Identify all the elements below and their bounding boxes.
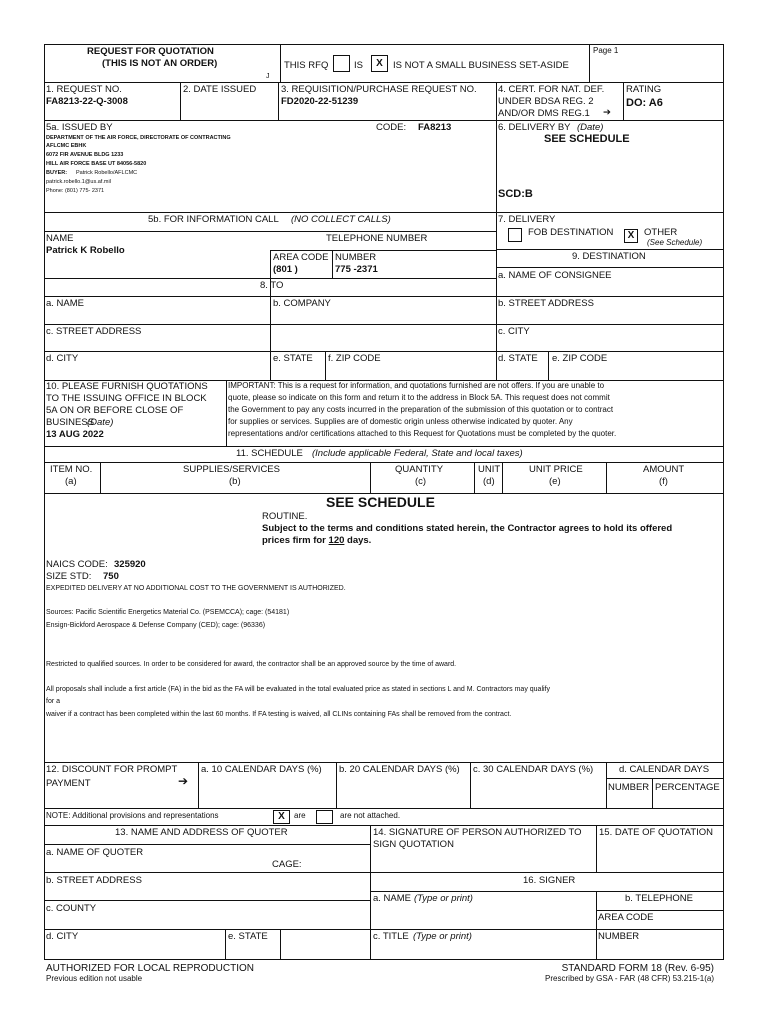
contact-name-label: NAME <box>46 233 74 244</box>
sources-line1: Sources: Pacific Scientific Energetics Material Co. (PSEMCCA); cage: (54181) <box>46 609 290 616</box>
page-number: Page 1 <box>593 46 619 55</box>
quoter-name-label: a. NAME OF QUOTER <box>46 847 144 858</box>
proposals-line2: for a <box>46 698 61 705</box>
signer-name-label: a. NAME <box>373 893 412 904</box>
issued-code: FA8213 <box>418 122 452 133</box>
rating-value: DO: A6 <box>626 97 663 109</box>
arrow-right-icon: ➔ <box>603 107 611 118</box>
signature-label-1: 14. SIGNATURE OF PERSON AUTHORIZED TO <box>373 827 582 838</box>
signer-name-note: (Type or print) <box>414 893 473 904</box>
cert-label-3: AND/OR DMS REG.1 <box>498 108 590 119</box>
col-item-header: ITEM NO. <box>50 464 93 475</box>
delivery-by-value: SEE SCHEDULE <box>544 133 630 145</box>
other-label: OTHER <box>644 227 678 238</box>
issued-address-line2: AFLCMC EBHK <box>46 143 87 149</box>
furnish-date: 13 AUG 2022 <box>46 429 104 440</box>
delivery-by-note: (Date) <box>577 122 604 133</box>
col-qty-sub: (c) <box>415 476 427 487</box>
purchase-request-label: 3. REQUISITION/PURCHASE REQUEST NO. <box>281 84 477 95</box>
contact-name: Patrick K Robello <box>46 245 125 256</box>
signer-number-label: NUMBER <box>598 931 640 942</box>
signer-title-label: c. TITLE <box>373 931 409 942</box>
dest-state-label: d. STATE <box>498 353 538 364</box>
quoter-label: 13. NAME AND ADDRESS OF QUOTER <box>115 827 288 838</box>
rfq-is-not-checkbox[interactable]: X <box>371 55 388 72</box>
consignee-label: a. NAME OF CONSIGNEE <box>498 270 612 281</box>
important-line5: representations and/or certifications attached to this Request for Quotations must be completed by the quoter. <box>228 429 617 438</box>
naics-label: NAICS CODE: <box>46 559 108 570</box>
j-mark: J <box>266 73 270 80</box>
provisions-attached-checkbox[interactable]: X <box>273 810 290 824</box>
furnish-line2: TO THE ISSUING OFFICE IN BLOCK <box>46 393 207 404</box>
rating-label: RATING <box>626 84 662 95</box>
important-line2: quote, please so indicate on this form and return it to the address in Block 5A. This request does not commit <box>228 393 610 402</box>
provisions-not-attached-checkbox[interactable] <box>316 810 333 824</box>
schedule-note: (Include applicable Federal, State and local taxes) <box>312 448 523 459</box>
col-item-sub: (a) <box>65 476 77 487</box>
cert-label-1: 4. CERT. FOR NAT. DEF. <box>498 84 605 95</box>
signer-area-code-label: AREA CODE <box>598 912 654 923</box>
signer-title-note: (Type or print) <box>413 931 472 942</box>
note-text: NOTE: Additional provisions and representations <box>46 811 219 820</box>
form-subtitle: (THIS IS NOT AN ORDER) <box>102 58 218 69</box>
to-company-label: b. COMPANY <box>273 298 331 309</box>
note-not-attached: are not attached. <box>340 811 401 820</box>
footer-authorized: AUTHORIZED FOR LOCAL REPRODUCTION <box>46 963 254 974</box>
to-name-label: a. NAME <box>46 298 85 309</box>
sources-line2: Ensign-Bickford Aerospace & Defense Company (CED); cage: (96336) <box>46 622 266 629</box>
terms-line1: Subject to the terms and conditions stated herein, the Contractor agrees to hold its offered <box>262 523 673 534</box>
rfq-is-checkbox[interactable] <box>333 55 350 72</box>
cage-label: CAGE: <box>272 859 302 870</box>
to-zip-label: f. ZIP CODE <box>328 353 381 364</box>
signer-label: 16. SIGNER <box>523 875 576 886</box>
purchase-request-no: FD2020-22-51239 <box>281 96 359 107</box>
set-aside-label: IS NOT A SMALL BUSINESS SET-ASIDE <box>393 60 569 71</box>
other-checkbox[interactable]: X <box>624 229 638 243</box>
col-qty-header: QUANTITY <box>395 464 444 475</box>
buyer-phone: Phone: (801) 775- 2371 <box>46 188 105 194</box>
buyer-label: BUYER: <box>46 170 68 176</box>
to-street-label: c. STREET ADDRESS <box>46 326 142 337</box>
col-amount-header: AMOUNT <box>643 464 685 475</box>
destination-label: 9. DESTINATION <box>572 251 646 262</box>
issued-code-label: CODE: <box>376 122 407 133</box>
discount-calendar-days: d. CALENDAR DAYS <box>619 764 710 775</box>
signer-phone-label: b. TELEPHONE <box>625 893 693 904</box>
discount-10-days: a. 10 CALENDAR DAYS (%) <box>201 764 322 775</box>
footer-prescribed: Prescribed by GSA - FAR (48 CFR) 53.215-1(a) <box>545 974 714 983</box>
arrow-right-icon: ➔ <box>178 774 189 788</box>
discount-percentage-label: PERCENTAGE <box>655 782 720 793</box>
request-no: FA8213-22-Q-3008 <box>46 96 128 107</box>
col-supplies-sub: (b) <box>229 476 241 487</box>
buyer-email: patrick.robello.1@us.af.mil <box>46 179 111 185</box>
restricted-text: Restricted to qualified sources. In order to be considered for award, the contractor shall be an approved source by the time of award. <box>46 661 457 668</box>
delivery-by-label: 6. DELIVERY BY <box>498 122 571 133</box>
to-city-label: d. CITY <box>46 353 79 364</box>
delivery-label: 7. DELIVERY <box>498 214 556 225</box>
furnish-line4: BUSINESS <box>46 417 95 428</box>
fob-destination-label: FOB DESTINATION <box>528 227 614 238</box>
size-std: 750 <box>103 571 119 582</box>
rfq-is-label: IS <box>354 60 363 71</box>
area-code-label: AREA CODE <box>273 252 329 263</box>
proposals-line3: waiver if a contract has been completed within the last 60 months. If FA testing is waived, all CLINs containing FAs shall be removed from the contract. <box>46 711 512 718</box>
discount-label-2: PAYMENT <box>46 778 91 789</box>
note-are: are <box>294 811 306 820</box>
furnish-line1: 10. PLEASE FURNISH QUOTATIONS <box>46 381 208 392</box>
cert-label-2: UNDER BDSA REG. 2 <box>498 96 594 107</box>
issued-address-line1: DEPARTMENT OF THE AIR FORCE, DIRECTORATE OF CONTRACTING <box>46 135 231 141</box>
dest-street-label: b. STREET ADDRESS <box>498 298 594 309</box>
fob-destination-checkbox[interactable] <box>508 228 522 242</box>
phone-number: 775 -2371 <box>335 264 378 275</box>
telephone-label: TELEPHONE NUMBER <box>326 233 428 244</box>
quoter-city-label: d. CITY <box>46 931 79 942</box>
discount-20-days: b. 20 CALENDAR DAYS (%) <box>339 764 460 775</box>
col-supplies-header: SUPPLIES/SERVICES <box>183 464 280 475</box>
footer-previous-edition: Previous edition not usable <box>46 974 143 983</box>
request-no-label: 1. REQUEST NO. <box>46 84 122 95</box>
important-line1: IMPORTANT: This is a request for information, and quotations furnished are not offers. If you are unable to <box>228 381 605 390</box>
info-call-note: (NO COLLECT CALLS) <box>291 214 391 225</box>
naics-code: 325920 <box>114 559 146 570</box>
col-unit-header: UNIT <box>478 464 501 475</box>
proposals-line1: All proposals shall include a first article (FA) in the bid as the FA will be evaluated in the total evaluated price as stated in sections L and M. Contractors may qualify <box>46 686 550 693</box>
dest-city-label: c. CITY <box>498 326 530 337</box>
to-state-label: e. STATE <box>273 353 313 364</box>
routine-text: ROUTINE. <box>262 511 308 522</box>
other-note: (See Schedule) <box>647 238 703 247</box>
issued-by-label: 5a. ISSUED BY <box>46 122 113 133</box>
quoter-state-label: e. STATE <box>228 931 268 942</box>
area-code: (801 ) <box>273 264 298 275</box>
quoter-county-label: c. COUNTY <box>46 903 97 914</box>
important-line4: for supplies or services. Supplies are of domestic origin unless otherwise indicated by quoter. Any <box>228 417 573 426</box>
discount-label-1: 12. DISCOUNT FOR PROMPT <box>46 764 178 775</box>
discount-number-label: NUMBER <box>608 782 650 793</box>
see-schedule-heading: SEE SCHEDULE <box>326 494 435 510</box>
scd-value: SCD:B <box>498 188 533 200</box>
col-price-header: UNIT PRICE <box>529 464 583 475</box>
important-line3: the Government to pay any costs incurred in the preparation of the submission of this quotation or to contract <box>228 405 614 414</box>
hold-days: 120 <box>328 535 345 546</box>
col-unit-sub: (d) <box>483 476 495 487</box>
to-label: 8. TO <box>260 280 284 291</box>
footer-form-number: STANDARD FORM 18 (Rev. 6-95) <box>561 963 714 974</box>
form-title: REQUEST FOR QUOTATION <box>87 46 214 57</box>
quoter-street-label: b. STREET ADDRESS <box>46 875 142 886</box>
phone-number-label: NUMBER <box>335 252 377 263</box>
issued-address-line4: HILL AIR FORCE BASE UT 84056-5820 <box>46 161 147 167</box>
size-std-label: SIZE STD: <box>46 571 92 582</box>
col-price-sub: (e) <box>549 476 561 487</box>
furnish-line3: 5A ON OR BEFORE CLOSE OF <box>46 405 184 416</box>
signature-label-2: SIGN QUOTATION <box>373 839 454 850</box>
dest-zip-label: e. ZIP CODE <box>552 353 608 364</box>
info-call-label: 5b. FOR INFORMATION CALL <box>148 214 279 225</box>
expedited-text: EXPEDITED DELIVERY AT NO ADDITIONAL COST TO THE GOVERNMENT IS AUTHORIZED. <box>46 585 346 592</box>
col-amount-sub: (f) <box>659 476 668 487</box>
date-issued-label: 2. DATE ISSUED <box>183 84 257 95</box>
terms-line2: prices firm for 120 days. <box>262 535 372 546</box>
discount-30-days: c. 30 CALENDAR DAYS (%) <box>473 764 594 775</box>
quotation-date-label: 15. DATE OF QUOTATION <box>599 827 714 838</box>
schedule-label: 11. SCHEDULE <box>236 448 303 459</box>
rfq-label: THIS RFQ <box>284 60 329 71</box>
furnish-line4-note: (Date) <box>87 417 114 428</box>
buyer-name: Patrick Robello/AFLCMC <box>76 170 138 176</box>
issued-address-line3: 6072 FIR AVENUE BLDG 1233 <box>46 152 124 158</box>
